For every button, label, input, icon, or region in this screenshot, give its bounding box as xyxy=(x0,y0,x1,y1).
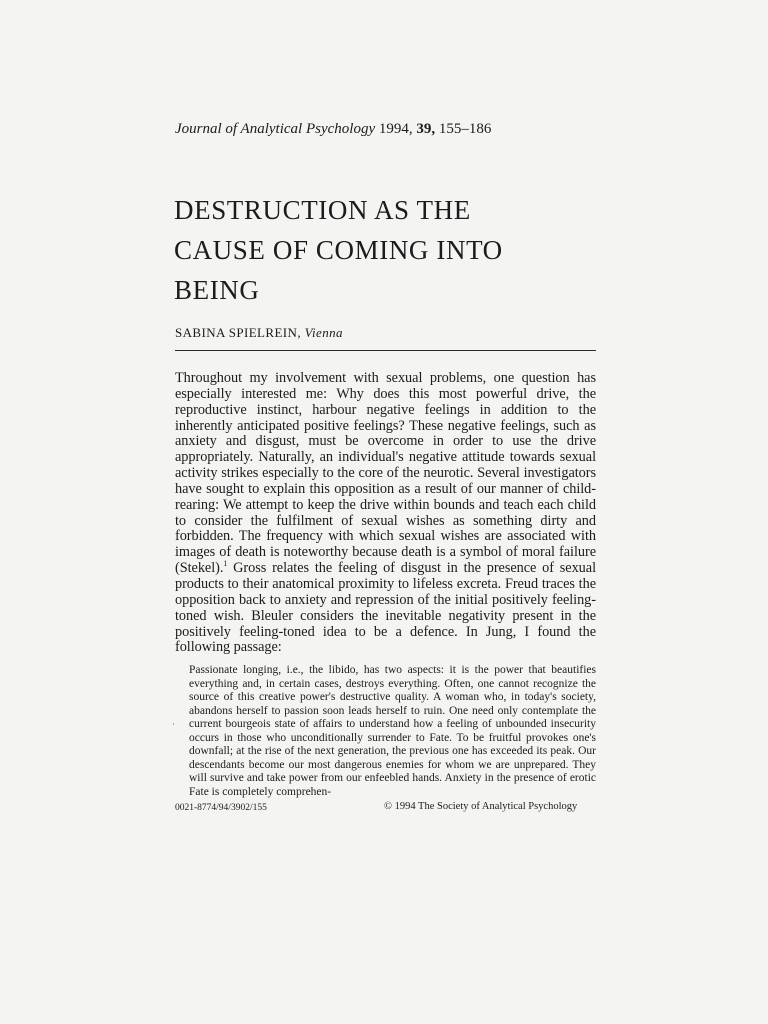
title-line: BEING xyxy=(174,275,260,305)
body-text: Throughout my involvement with sexual problems, one question has especially interested me: Why does this most powerful drive, the reproductive instinct, harbour negative feelings in addition to the inherently anticipated positive feelings? These negative feelings, such as anxiety and disgust, must be overcome in order to use the drive appropriately. Naturally, an individual's negative attitude towards sexual activity strikes especially to the core of the neurotic. Several investigators have sought to explain this opposition as a result of our manner of child-rearing: We attempt to keep the drive within bounds and teach each child to consider the fulfilment of sexual wishes as something dirty and forbidden. The frequency with which sexual wishes are associated with images of death is noteworthy because death is a symbol of moral failure (Stekel). xyxy=(175,370,596,577)
body-paragraph xyxy=(175,371,596,656)
block-quote: Passionate longing, i.e., the libido, has two aspects: it is the power that beautifies everything and, in certain cases, destroys everything. Often, one cannot recognize the source of this creative power's destructive quality. A woman who, in today's society, abandons herself to passion soon leads herself to ruin. One need only contemplate the current bourgeois state of affairs to understand how a feeling of unbounded insecurity occurs in those who unconditionally surrender to Fate. To be fruitful provokes one's downfall; at the rise of the next generation, the previous one has exceeded its peak. Our descendants become our most dangerous enemies for whom we are unprepared. They will survive and take power from our enfeebled hands. Anxiety in the presence of erotic Fate is completely comprehen- xyxy=(189,664,596,798)
title-divider xyxy=(175,350,596,351)
journal-year: 1994, xyxy=(378,121,413,137)
issn-code: 0021-8774/94/3902/155 xyxy=(175,803,267,813)
copyright-notice: © 1994 The Society of Analytical Psychology xyxy=(384,801,578,812)
body-text-continued: Gross relates the feeling of disgust in the presence of sexual products to their anatomical proximity to lifeless excreta. Freud traces the opposition back to anxiety and repression of the initial positively feeling-toned wish. Bleuler considers the inevitable negativity present in the positively feeling-toned idea to be a defence. In Jung, I found the following passage: xyxy=(175,560,596,656)
footnote-marker: 1 xyxy=(223,559,228,569)
article-title xyxy=(174,190,614,310)
title-line: DESTRUCTION AS THE xyxy=(174,195,471,225)
journal-name: Journal of Analytical Psychology xyxy=(175,121,376,137)
title-line: CAUSE OF COMING INTO xyxy=(174,235,503,265)
author-name: SABINA SPIELREIN, xyxy=(175,325,301,340)
journal-pages: 155–186 xyxy=(438,121,492,137)
journal-volume: 39, xyxy=(416,121,436,137)
author-location: Vienna xyxy=(304,325,343,340)
margin-mark: · xyxy=(172,719,175,729)
byline xyxy=(175,325,343,341)
journal-citation xyxy=(175,121,491,138)
